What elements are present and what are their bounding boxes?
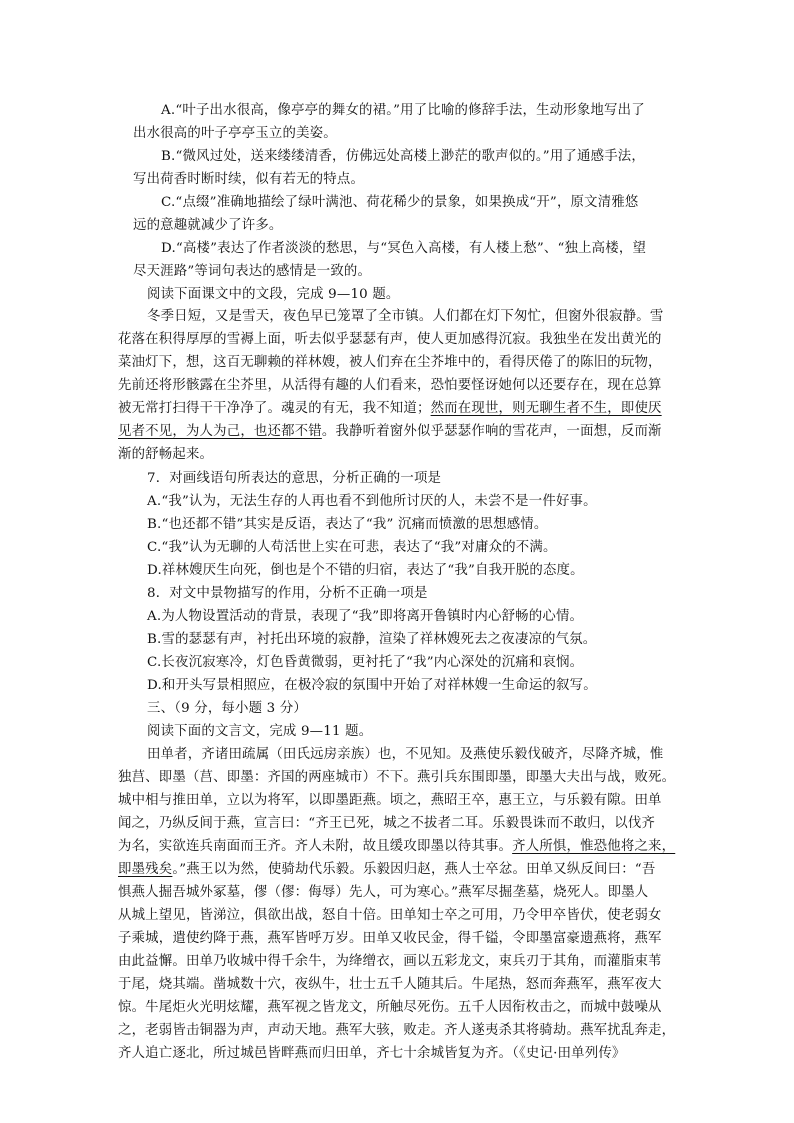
classical-line: 惧燕人掘吾城外冢墓，僇（僇：侮辱）先人，可为寒心。”燕军尽掘垄墓，烧死人。即墨人	[118, 885, 649, 900]
classical-line: 闻之，乃纵反间于燕，宣言曰：“齐王已死，城之不拔者二耳。乐毅畏诛而不敢归，以伐齐	[118, 816, 656, 831]
question-8-option-c: C.长夜沉寂寒冷，灯色昏黄微弱，更衬托了“我”内心深处的沉痛和哀悯。	[147, 655, 584, 670]
option-b-line1: B.“微风过处，送来缕缕清香，仿佛远处高楼上渺茫的歌声似的。”用了通感手法，	[161, 149, 645, 164]
question-7-option-c: C.“我”认为无聊的人苟活世上实在可悲，表达了“我”对庸众的不满。	[147, 540, 557, 555]
classical-line: 从城上望见，皆涕泣，俱欲出战，怒自十倍。田单知士卒之可用，乃令甲卒皆伏，使老弱女	[118, 908, 662, 923]
underlined-sentence: 见者不见，为人为己，也还都不错	[118, 424, 322, 439]
reading-intro: 阅读下面课文中的文段，完成 9—10 题。	[147, 287, 400, 302]
passage-line: 菜油灯下，想，这百无聊赖的祥林嫂，被人们弃在尘芥堆中的，看得厌倦了的陈旧的玩物，	[118, 355, 662, 370]
classical-text: 为名，实欲连兵南面而王齐。齐人未附，故且缓攻即墨以待其事。	[118, 839, 513, 854]
question-7-option-d: D.祥林嫂厌生向死，倒也是个不错的归宿，表达了“我”自我开脱的态度。	[147, 563, 584, 578]
option-b-line2: 写出荷香时断时续，似有若无的特点。	[133, 172, 365, 187]
classical-line: 子乘城，遣使约降于燕，燕军皆呼万岁。田单又收民金，得千镒，令即墨富豪遗燕将，燕军	[118, 931, 662, 946]
passage-line: 先前还将形骸露在尘芥里，从活得有趣的人们看来，恐怕要怪讶她何以还要存在，现在总算	[118, 378, 662, 393]
question-8-stem: 8．对文中景物描写的作用，分析不正确一项是	[147, 586, 428, 601]
classical-line: 城中相与推田单，立以为将军，以即墨距燕。顷之，燕昭王卒，惠王立，与乐毅有隙。田单	[118, 793, 662, 808]
section-3-intro: 阅读下面的文言文，完成 9—11 题。	[147, 724, 373, 739]
question-7-stem: 7．对画线语句所表达的意思，分析正确的一项是	[147, 471, 442, 486]
underlined-sentence: 齐人所惧，惟恐他将之来，	[512, 839, 676, 854]
option-a-line2: 出水很高的叶子亭亭玉立的美姿。	[133, 126, 337, 141]
passage-line: 花落在积得厚厚的雪褥上面，听去似乎瑟瑟有声，使人更加感得沉寂。我独坐在发出黄光的	[118, 332, 662, 347]
passage-line	[118, 422, 662, 442]
section-3-heading: 三、（9 分，每小题 3 分）	[147, 701, 308, 716]
classical-line: 之，老弱皆击铜器为声，声动天地。燕军大骇，败走。齐人遂夷杀其将骑劫。燕军扰乱奔走，	[118, 1023, 676, 1038]
question-7-option-b: B.“也还都不错”其实是反语，表达了“我” 沉痛而愤激的思想感情。	[147, 517, 548, 532]
question-7-option-a: A.“我”认为，无法生存的人再也看不到他所讨厌的人，未尝不是一件好事。	[147, 494, 597, 509]
classical-text: 。”燕王以为然，使骑劫代乐毅。乐毅因归赵，燕人士卒忿。田单又纵反间曰：“吾	[172, 862, 656, 877]
classical-line	[118, 837, 675, 857]
underlined-sentence: 即墨残矣	[118, 862, 173, 877]
classical-line: 齐人追亡逐北，所过城邑皆畔燕而归田单，齐七十余城皆复为齐。（《史记·田单列传》	[118, 1046, 626, 1061]
classical-line: 独莒、即墨（莒、即墨：齐国的两座城市）不下。燕引兵东围即墨，即墨大夫出与战，败死。	[118, 770, 676, 785]
question-8-option-b: B.雪的瑟瑟有声，衬托出环境的寂静，渲染了祥林嫂死去之夜凄凉的气氛。	[147, 632, 597, 647]
classical-line: 由此益懈。田单乃收城中得千余牛，为绛缯衣，画以五彩龙文，束兵刃于其角，而灌脂束苇	[118, 954, 662, 969]
passage-line	[118, 399, 662, 419]
passage-text: 。我静听着窗外似乎瑟瑟作响的雪花声，一面想，反而渐	[321, 424, 662, 439]
passage-line: 冬季日短，又是雪天，夜色早已笼罩了全市镇。人们都在灯下匆忙，但窗外很寂静。雪	[147, 309, 664, 324]
option-d-line1: D.“高楼”表达了作者淡淡的愁思，与“冥色入高楼，有人楼上愁”、“独上高楼，望	[161, 241, 647, 256]
classical-line	[118, 860, 655, 880]
option-a-line1: A.“叶子出水很高，像亭亭的舞女的裙。”用了比喻的修辞手法，生动形象地写出了	[161, 103, 645, 118]
question-8-option-d: D.和开头写景相照应，在极冷寂的氛围中开始了对祥林嫂一生命运的叙写。	[147, 678, 597, 693]
option-c-line1: C.“点缀”准确地描绘了绿叶满池、荷花稀少的景象，如果换成“开”，原文清雅悠	[161, 195, 639, 210]
passage-line: 渐的舒畅起来。	[118, 447, 214, 462]
passage-text: 被无常打扫得干干净净了。魂灵的有无，我不知道；	[118, 401, 431, 416]
classical-line: 田单者，齐诸田疏属（田氏远房亲族）也，不见知。及燕使乐毅伐破齐，尽降齐城，惟	[147, 747, 664, 762]
option-d-line2: 尽天涯路”等词句表达的感情是一致的。	[133, 264, 372, 279]
option-c-line2: 远的意趣就减少了许多。	[133, 218, 283, 233]
question-8-option-a: A.为人物设置活动的背景，表现了“我”即将离开鲁镇时内心舒畅的心情。	[147, 609, 584, 624]
underlined-sentence: 然而在现世，则无聊生者不生，即使厌	[430, 401, 662, 416]
classical-line: 惊。牛尾炬火光明炫耀，燕军视之皆龙文，所触尽死伤。五千人因衔枚击之，而城中鼓噪从	[118, 1000, 662, 1015]
classical-line: 于尾，烧其端。凿城数十穴，夜纵牛，壮士五千人随其后。牛尾热，怒而奔燕军，燕军夜大	[118, 977, 662, 992]
